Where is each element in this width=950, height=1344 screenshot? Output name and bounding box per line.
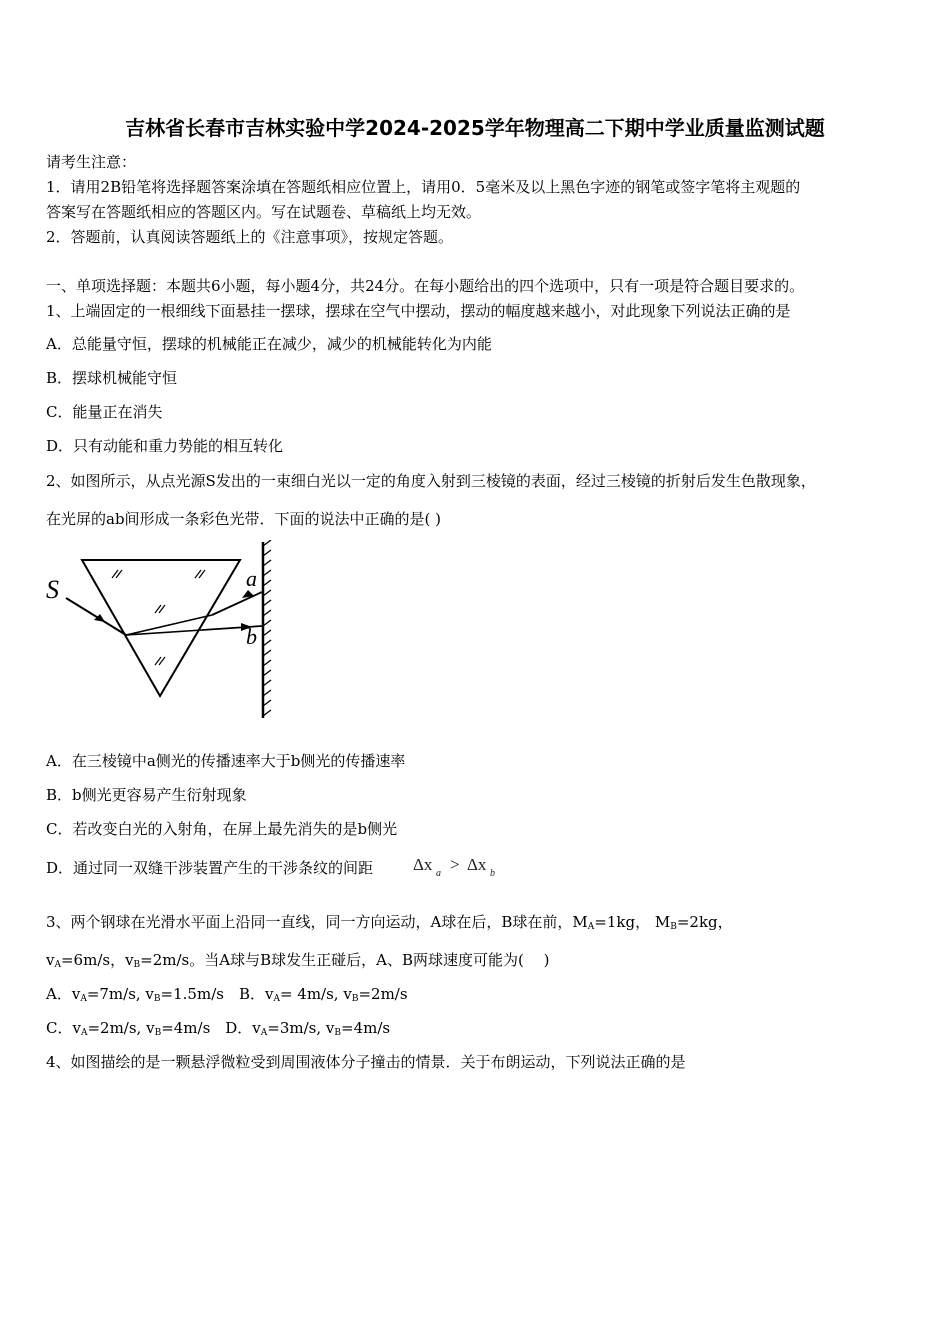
svg-text:Δx: Δx — [467, 855, 487, 874]
section-heading: 一、单项选择题：本题共6小题，每小题4分，共24分。在每小题给出的四个选项中，只有一项是符合题目要求的。 — [46, 277, 805, 295]
question-1-option-d: D．只有动能和重力势能的相互转化 — [46, 437, 284, 455]
prism-diagram — [42, 540, 277, 720]
question-3-options-cd: C．$v_A=2m/s$, $v_B=4m/s$ D．$v_A=3m/s$, $v_B=4m/s$ — [46, 1019, 391, 1038]
question-2-option-a: A．在三棱镜中a侧光的传播速率大于b侧光的传播速率 — [46, 752, 406, 770]
question-1-option-a: A．总能量守恒，摆球的机械能正在减少，减少的机械能转化为内能 — [46, 335, 492, 353]
fringe-spacing-formula — [413, 852, 503, 880]
label-s: S — [46, 575, 59, 604]
notice-item-1b: 答案写在答题纸相应的答题区内。写在试题卷、草稿纸上均无效。 — [46, 203, 482, 221]
label-b: b — [246, 624, 257, 649]
incident-ray — [66, 598, 126, 635]
question-4-stem: 4、如图描绘的是一颗悬浮微粒受到周围液体分子撞击的情景．关于布朗运动，下列说法正确的是 — [46, 1053, 686, 1071]
question-1-stem: 1、上端固定的一根细线下面悬挂一摆球，摆球在空气中摆动，摆动的幅度越来越小，对此现象下列说法正确的是 — [46, 302, 791, 320]
question-2-option-c: C．若改变白光的入射角，在屏上最先消失的是b侧光 — [46, 820, 398, 838]
svg-text:Δx: Δx — [413, 855, 433, 874]
notice-item-2: 2．答题前，认真阅读答题纸上的《注意事项》，按规定答题。 — [46, 228, 454, 246]
question-3-stem-2: $v_A=6m/s$，$v_B=2m/s$。当A球与B球发生正碰后，A、B两球速度可能为( ) — [46, 951, 550, 970]
prism-shape — [82, 560, 240, 696]
svg-text:b: b — [490, 868, 495, 879]
page-title: 吉林省长春市吉林实验中学2024-2025学年物理高二下期中学业质量监测试题 — [125, 116, 825, 140]
question-2-stem-2: 在光屏的ab间形成一条彩色光带．下面的说法中正确的是( ) — [46, 510, 442, 528]
notice-item-1a: 1．请用2B铅笔将选择题答案涂填在答题纸相应位置上，请用0．5毫米及以上黑色字迹的钢笔或签字笔将主观题的 — [46, 178, 801, 196]
question-3-stem-1: 3、两个钢球在光滑水平面上沿同一直线，同一方向运动，A球在后，B球在前，$M_A=1kg$， $M_B=2kg$， — [46, 913, 733, 932]
question-3-options-ab: A．$v_A=7m/s$, $v_B=1.5m/s$ B．$v_A= 4m/s$, $v_B=2m/s$ — [46, 985, 408, 1004]
notice-heading: 请考生注意： — [46, 153, 137, 171]
question-2-option-b: B．b侧光更容易产生衍射现象 — [46, 786, 247, 804]
svg-text:a: a — [436, 868, 441, 879]
question-1-option-c: C．能量正在消失 — [46, 403, 163, 421]
label-a: a — [246, 566, 257, 591]
question-2-stem-1: 2、如图所示，从点光源S发出的一束细白光以一定的角度入射到三棱镜的表面，经过三棱镜的折射后发生色散现象， — [46, 472, 816, 490]
svg-text:>: > — [450, 855, 460, 874]
question-1-option-b: B．摆球机械能守恒 — [46, 369, 178, 387]
question-2-option-d: D．通过同一双缝干涉装置产生的干涉条纹的间距 — [46, 859, 374, 877]
